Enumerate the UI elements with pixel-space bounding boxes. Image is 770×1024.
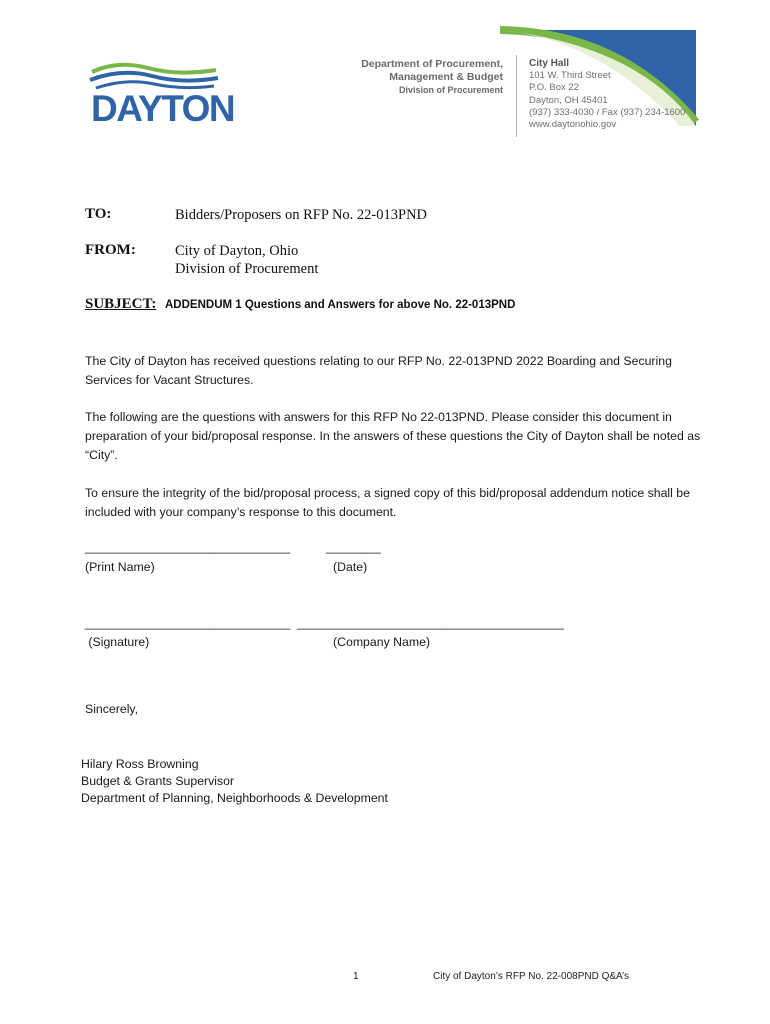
signer-name: Hilary Ross Browning [81,757,199,771]
from-value-line-1: City of Dayton, Ohio [175,243,299,259]
signer-title: Budget & Grants Supervisor [81,774,235,788]
body-paragraph-3: To ensure the integrity of the bid/proposal process, a signed copy of this bid/proposal addendum notice shall be included with your company’s response to this document. [85,486,690,519]
closing-sincerely: Sincerely, [85,702,139,716]
signature-caption: (Signature) [85,635,150,649]
address-city: Dayton, OH 45401 [529,94,608,106]
dept-line-2: Management & Budget [389,71,503,83]
signature-line: ______________________________ [85,616,291,630]
city-hall-address [529,58,685,131]
page-number: 1 [353,971,359,982]
dayton-logo [88,62,235,134]
city-hall-title: City Hall [529,58,570,69]
company-name-caption: (Company Name) [333,635,431,649]
subject-value: ADDENDUM 1 Questions and Answers for above No. 22-013PND [165,299,516,311]
print-name-caption: (Print Name) [85,560,155,574]
address-website: www.daytonohio.gov [529,119,617,131]
footer-doc-reference: City of Dayton’s RFP No. 22-008PND Q&A’s [433,971,630,982]
signer-department: Department of Planning, Neighborhoods & Development [81,791,388,805]
body-paragraph-1: The City of Dayton has received questions relating to our RFP No. 22-013PND 2022 Boarding and Securing Services for Vacant Structures. [85,354,672,387]
subject-label: SUBJECT: [85,296,157,312]
address-phone: (937) 333-4030 / Fax (937) 234-1600 [529,106,686,118]
date-line: ________ [326,540,381,554]
logo-wordmark: DAYTON [91,88,235,129]
address-street: 101 W. Third Street [529,70,611,82]
print-name-line: ______________________________ [85,540,291,554]
dept-line-1: Department of Procurement, [361,58,503,70]
to-value: Bidders/Proposers on RFP No. 22-013PND [175,207,428,223]
department-heading [361,58,503,97]
body-paragraph-2: The following are the questions with answers for this RFP No 22-013PND. Please consider this document in preparation of your bid/proposal response. In the answers of these questions the City of Dayton shall be noted as “City”. [85,410,701,462]
address-po-box: P.O. Box 22 [529,82,579,94]
dept-line-3: Division of Procurement [398,85,503,95]
date-caption: (Date) [333,560,368,574]
to-label: TO: [85,206,112,222]
company-name-line: _______________________________________ [297,616,564,630]
from-label: FROM: [85,242,136,258]
from-value-line-2: Division of Procurement [175,261,319,277]
